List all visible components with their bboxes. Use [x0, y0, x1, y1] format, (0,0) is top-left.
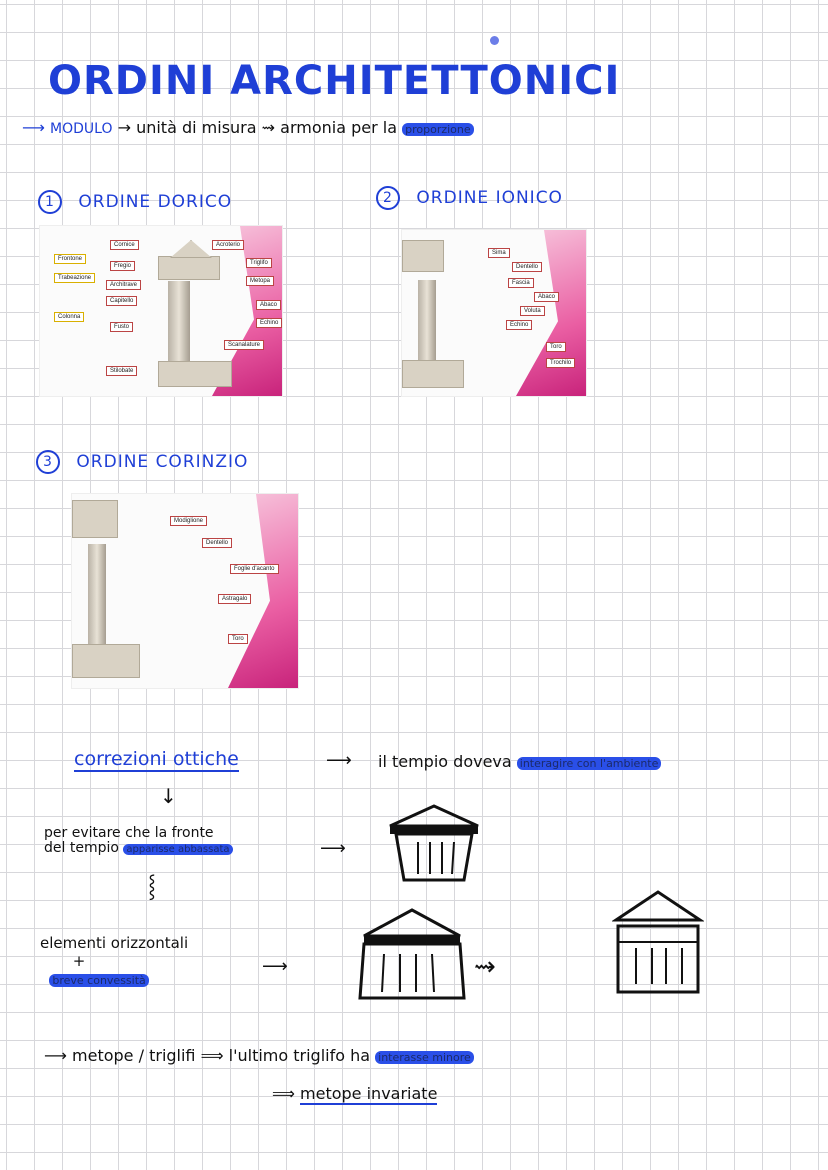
label-dentello: Dentello	[202, 538, 232, 548]
label-frontone: Frontone	[54, 254, 86, 264]
elementi-line: elementi orizzontali	[40, 934, 189, 952]
squiggle-down-icon: ⸾	[148, 874, 156, 899]
label-abaco: Abaco	[534, 292, 559, 302]
arrow-icon: ⟶	[320, 838, 346, 859]
column-shaft	[88, 544, 106, 644]
evitare-line-2: del tempio apparisse abbassata	[44, 841, 233, 857]
label-echino: Echino	[506, 320, 532, 330]
double-arrow-icon: ⟹	[200, 1046, 224, 1065]
label-fascia: Fascia	[508, 278, 534, 288]
entablature	[72, 500, 118, 538]
entablature	[158, 256, 220, 280]
label-cornice: Cornice	[110, 240, 139, 250]
label-modiglione: Modiglione	[170, 516, 207, 526]
label-capitello: Capitello	[106, 296, 137, 306]
dot	[490, 36, 499, 45]
order-name: ORDINE IONICO	[416, 188, 563, 208]
order-number: 1	[38, 190, 62, 214]
evitare-line-1: per evitare che la fronte	[44, 825, 214, 841]
label-dentello: Dentello	[512, 262, 542, 272]
label-stilobate: Stilobate	[106, 366, 137, 376]
pink-decoration	[228, 494, 298, 688]
label-fusto: Fusto	[110, 322, 133, 332]
modulo-label: MODULO	[50, 121, 113, 137]
order-name: ORDINE DORICO	[78, 192, 233, 212]
evitare-highlight: apparisse abbassata	[123, 844, 232, 855]
metope-triglifi: metope / triglifi	[72, 1046, 196, 1065]
arrow-icon: ⟶	[262, 956, 288, 977]
tempio-line	[378, 752, 661, 771]
label-astragalo: Astragalo	[218, 594, 251, 604]
label-triglifo: Triglifo	[246, 258, 272, 268]
stylobate	[158, 361, 232, 387]
label-sima: Sima	[488, 248, 510, 258]
squiggle-arrow-icon: ⇝	[261, 118, 276, 137]
ionic-order-image	[402, 230, 586, 396]
label-colonna: Colonna	[54, 312, 84, 322]
stylobate	[72, 644, 140, 678]
arrow-icon: →	[117, 118, 131, 137]
pediment	[170, 240, 212, 258]
label-fregio: Fregio	[110, 261, 135, 271]
label-foglie: Foglie d'acanto	[230, 564, 279, 574]
label-abaco: Abaco	[256, 300, 281, 310]
squiggle-arrow-icon: ⇝	[474, 952, 496, 982]
order-heading-doric	[38, 190, 232, 214]
label-trabeazione: Trabeazione	[54, 273, 95, 283]
corinthian-order-image	[72, 494, 298, 688]
tempio-text: il tempio doveva	[378, 752, 512, 771]
order-number: 2	[376, 186, 400, 210]
correzioni-heading: correzioni ottiche	[74, 748, 239, 770]
tempio-highlight: interagire con l'ambiente	[517, 757, 662, 770]
order-number: 3	[36, 450, 60, 474]
armonia-text: armonia per la	[280, 118, 398, 137]
ultimo-text: l'ultimo triglifo ha	[228, 1046, 371, 1065]
order-heading-corinthian	[36, 450, 248, 474]
intro-line	[22, 118, 474, 137]
arrow-icon: ⟶	[22, 118, 45, 137]
label-voluta: Voluta	[520, 306, 545, 316]
arrow-icon: ⟶	[326, 750, 352, 771]
label-architrave: Architrave	[106, 280, 141, 290]
metope-line	[44, 1046, 474, 1065]
invariate-line	[272, 1084, 437, 1103]
temple-sketch-2	[356, 906, 468, 1002]
interasse-highlight: interasse minore	[375, 1051, 474, 1064]
down-arrow-icon: ↓	[160, 784, 177, 808]
double-arrow-icon: ⟹	[272, 1084, 295, 1103]
proporzione-highlight: proporzione	[402, 123, 474, 136]
label-metopa: Metopa	[246, 276, 274, 286]
unita-text: unità di misura	[136, 118, 257, 137]
plus-sign: +	[72, 952, 86, 970]
stylobate	[402, 360, 464, 388]
label-echino: Echino	[256, 318, 282, 328]
arrow-icon: ⟶	[44, 1046, 67, 1065]
column-shaft	[168, 281, 190, 361]
label-toro: Toro	[228, 634, 248, 644]
doric-order-image	[40, 226, 282, 396]
invariate-text: metope invariate	[300, 1084, 438, 1103]
temple-sketch-1	[384, 804, 484, 884]
page-title: ORDINI ARCHITETTONICI	[48, 58, 621, 104]
label-trochilo: Trochilo	[546, 358, 575, 368]
elementi-text	[40, 934, 188, 988]
label-toro: Toro	[546, 342, 566, 352]
column-shaft	[418, 280, 436, 360]
order-heading-ionic	[376, 186, 563, 210]
convessita-highlight: breve convessità	[49, 974, 148, 987]
label-acroterio: Acroterio	[212, 240, 244, 250]
entablature	[402, 240, 444, 272]
evitare-text	[44, 826, 233, 857]
label-scanalature: Scanalature	[224, 340, 264, 350]
order-name: ORDINE CORINZIO	[76, 452, 249, 472]
temple-sketch-3	[612, 886, 704, 998]
